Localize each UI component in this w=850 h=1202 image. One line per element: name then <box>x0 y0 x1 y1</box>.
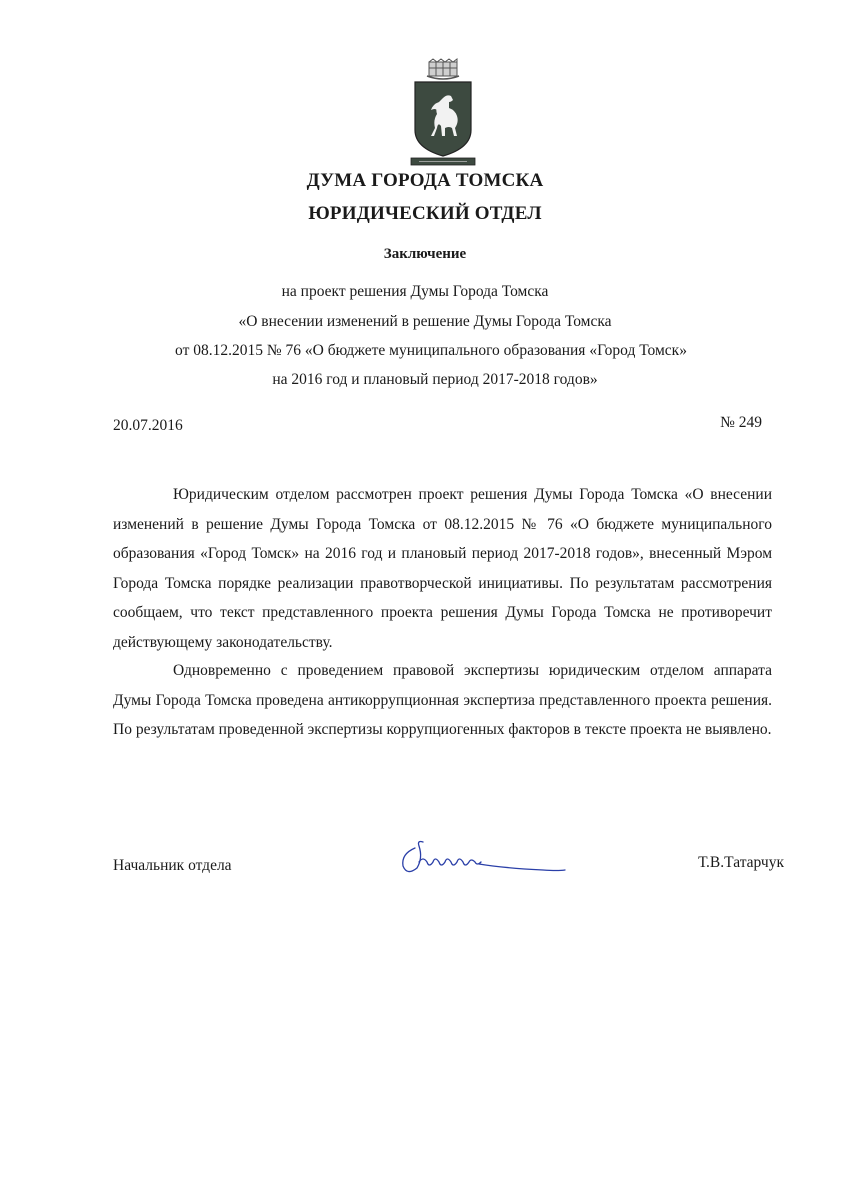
document-type-heading: Заключение <box>383 246 467 262</box>
organization-title: ДУМА ГОРОДА ТОМСКА <box>306 170 544 191</box>
subject-line: на 2016 год и плановый период 2017-2018 годов» <box>272 371 598 388</box>
document-date: 20.07.2016 <box>113 417 183 434</box>
document-number: № 249 <box>720 414 762 431</box>
signatory-name: Т.В.Татарчук <box>698 854 784 871</box>
handwritten-signature <box>393 838 571 880</box>
department-title: ЮРИДИЧЕСКИЙ ОТДЕЛ <box>308 203 542 224</box>
subject-line: от 08.12.2015 № 76 «О бюджете муниципального образования «Город Томск» <box>175 342 687 359</box>
body-paragraph: Юридическим отделом рассмотрен проект решения Думы Города Томска «О внесении изменений в решение Думы Города Томска от 08.12.2015 № 76 «О бюджете муниципального образования «Город Томск» на 2016 год и плановый период 2017-2018 годов», внесенный Мэром Города Томска порядке реализации правотворческой инициативы. По результатам рассмотрения сообщаем, что текст представленного проекта решения Думы Города Томска не противоречит действующему законодательству. <box>113 486 772 651</box>
subject-line: «О внесении изменений в решение Думы Города Томска <box>238 313 612 330</box>
subject-line: на проект решения Думы Города Томска <box>281 283 549 300</box>
body-paragraph: Одновременно с проведением правовой экспертизы юридическим отделом аппарата Думы Города Томска проведена антикоррупционная экспертиза представленного проекта решения. По результатам проведенной экспертизы коррупциогенных факторов в тексте проекта не выявлено. <box>113 662 772 738</box>
signatory-position: Начальник отдела <box>113 857 232 874</box>
coat-of-arms-icon <box>405 58 481 170</box>
